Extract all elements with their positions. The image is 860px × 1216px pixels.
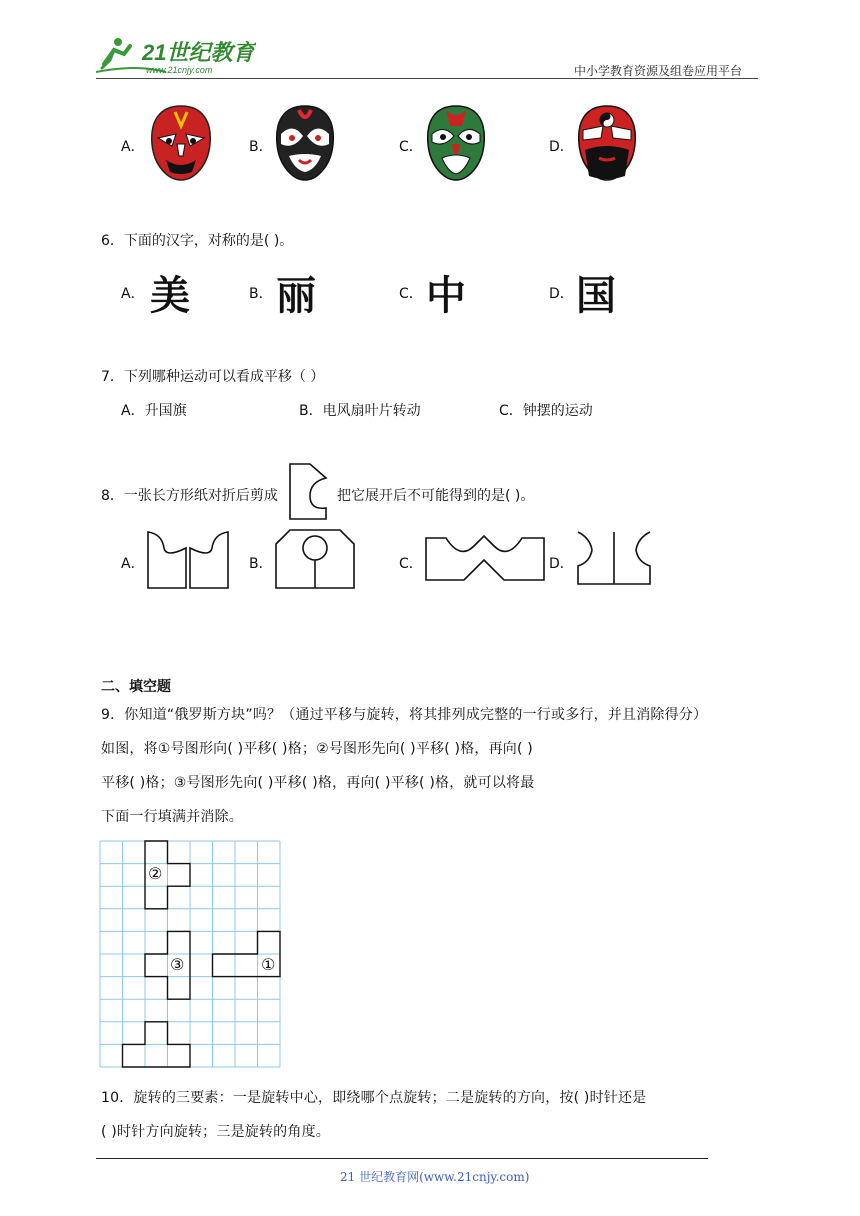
q6-option-d-label: D． — [549, 286, 574, 302]
q5-mask-c-image — [424, 104, 488, 186]
q6-stem: 6．下面的汉字，对称的是( )。 — [101, 233, 294, 249]
q6-option-a-label: A． — [121, 286, 145, 302]
q5-option-d-label: D． — [549, 139, 574, 155]
q6-char-a: 美 — [150, 273, 190, 319]
footer-divider — [96, 1158, 708, 1159]
q5-mask-a-image — [148, 104, 214, 186]
tetris-label-1: ① — [261, 955, 276, 974]
q7-option-b: B．电风扇叶片转动 — [299, 403, 421, 419]
q9-line4: 下面一行填满并消除。 — [101, 809, 243, 825]
q6-char-d: 国 — [576, 273, 616, 319]
q9-line3: 平移( )格；③号图形先向( )平移( )格，再向( )平移( )格，就可以将最 — [101, 775, 535, 791]
header-platform-text: 中小学教育资源及组卷应用平台 — [574, 64, 743, 78]
header-divider — [96, 78, 758, 79]
q8-option-d-figure — [574, 528, 654, 594]
q8-cut-shape-figure — [286, 462, 330, 526]
footer-text[interactable]: 21 世纪教育网(www.21cnjy.com) — [340, 1170, 530, 1184]
tetris-grid-figure — [99, 840, 283, 1074]
q9-line1: 9．你知道“俄罗斯方块”吗？（通过平移与旋转，将其排列成完整的一行或多行，并且消除得分） — [101, 707, 708, 723]
q8-option-c-figure — [424, 534, 546, 588]
q7-option-c: C．钟摆的运动 — [499, 403, 593, 419]
q8-option-b-figure — [274, 528, 356, 594]
svg-text:www.21cnjy.com: www.21cnjy.com — [146, 65, 213, 75]
q8-stem-start: 8．一张长方形纸对折后剪成 — [101, 488, 278, 504]
q7-option-a: A．升国旗 — [121, 403, 187, 419]
q8-option-c-label: C． — [399, 556, 423, 572]
tetris-label-2: ② — [148, 864, 163, 883]
q8-stem-end: 把它展开后不可能得到的是( )。 — [337, 488, 535, 504]
q5-mask-d-image — [575, 104, 639, 186]
q5-option-b-label: B． — [249, 139, 273, 155]
section-fill-blank-title: 二、填空题 — [101, 679, 171, 695]
q8-option-a-figure — [146, 528, 230, 594]
q8-option-d-label: D． — [549, 556, 574, 572]
q6-option-b-label: B． — [249, 286, 273, 302]
svg-text:21世纪教育: 21世纪教育 — [142, 40, 255, 65]
q10-line1: 10．旋转的三要素：一是旋转中心，即绕哪个点旋转；二是旋转的方向，按( )时针还是 — [101, 1090, 647, 1106]
q6-char-c: 中 — [426, 273, 466, 319]
q6-option-c-label: C． — [399, 286, 423, 302]
tetris-label-3: ③ — [170, 955, 185, 974]
q8-option-a-label: A． — [121, 556, 145, 572]
q6-char-b: 丽 — [276, 273, 316, 319]
q5-option-c-label: C． — [399, 139, 423, 155]
q10-line2: ( )时针方向旋转；三是旋转的角度。 — [101, 1124, 330, 1140]
q7-stem: 7．下列哪种运动可以看成平移（ ） — [101, 369, 325, 385]
site-logo — [96, 34, 256, 78]
q8-option-b-label: B． — [249, 556, 273, 572]
q9-line2: 如图，将①号图形向( )平移( )格；②号图形先向( )平移( )格，再向( ) — [101, 741, 533, 757]
q5-mask-b-image — [273, 104, 337, 186]
q5-option-a-label: A． — [121, 139, 145, 155]
